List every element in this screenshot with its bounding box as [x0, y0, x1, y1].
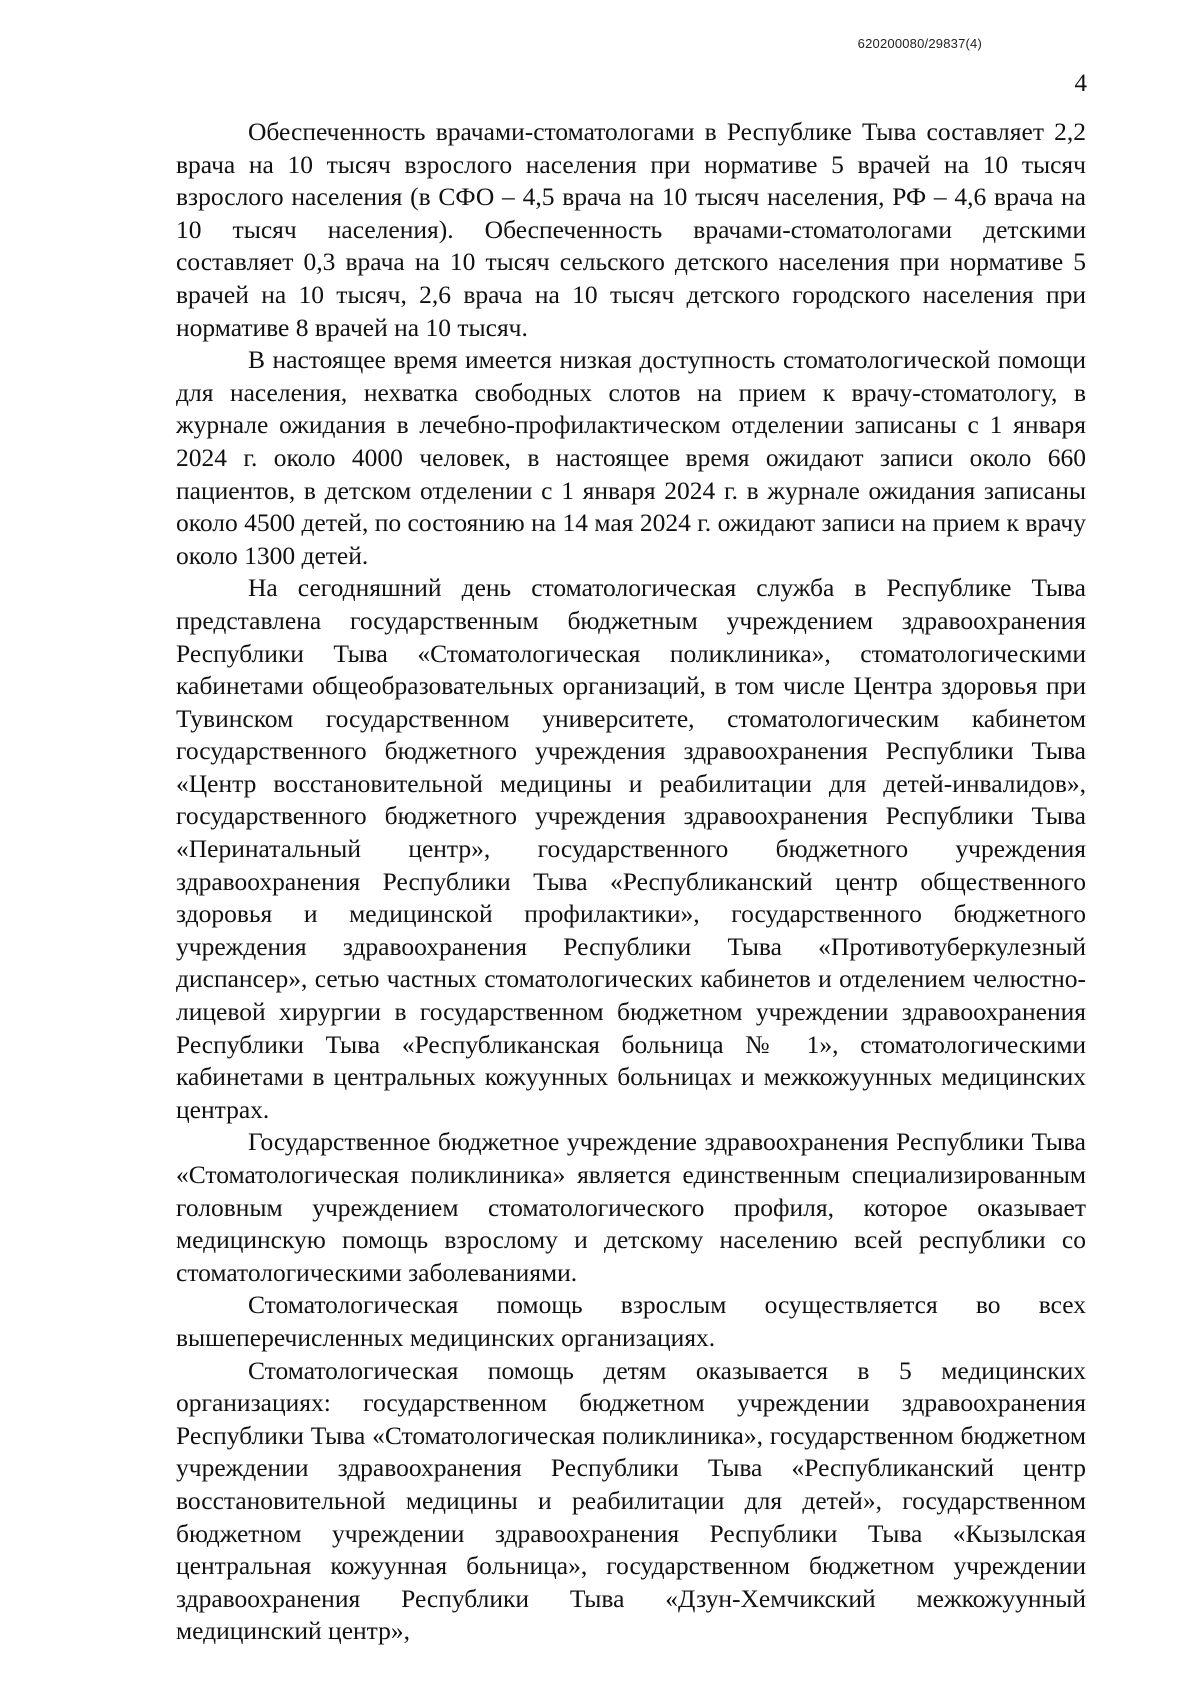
paragraph-dentist-coverage: Обеспеченность врачами-стоматологами в Республике Тыва составляет 2,2 врача на 10 тысяч взрослого населения при нормативе 5 врачей на 10 тысяч взрослого населения (в СФО – 4,5 врача на 10 тысяч населения, РФ – 4,6 врача на 10 тысяч населения). Обеспеченность врачами-стоматологами детскими составляет 0,3 врача на 10 тысяч сельского детского населения при нормативе 5 врачей на 10 тысяч, 2,6 врача на 10 тысяч детского городского населения при нормативе 8 врачей на 10 тысяч.: [176, 117, 1086, 342]
page-number: 4: [1074, 70, 1087, 97]
paragraph-low-availability: В настоящее время имеется низкая доступность стоматологической помощи для населения, нехватка свободных слотов на прием к врачу-стоматологу, в журнале ожидания в лечебно-профилактическом отделении записаны с 1 января 2024 г. около 4000 человек, в настоящее время ожидают записи около 660 пациентов, в детском отделении с 1 января 2024 г. в журнале ожидания записаны около 4500 детей, по состоянию на 14 мая 2024 г. ожидают записи на прием к врачу около 1300 детей.: [176, 345, 1086, 570]
paragraph-adult-care: Стоматологическая помощь взрослым осуществляется во всех вышеперечисленных медицинских организациях.: [176, 1290, 1086, 1352]
paragraph-child-care: Стоматологическая помощь детям оказывается в 5 медицинских организациях: государственном бюджетном учреждении здравоохранения Республики Тыва «Стоматологическая поликлиника», государственном бюджетном учреждении здравоохранения Республики Тыва «Республиканский центр восстановительной медицины и реабилитации для детей», государственном бюджетном учреждении здравоохранения Республики Тыва «Кызылская центральная кожуунная больница», государственном бюджетном учреждении здравоохранения Республики Тыва «Дзун-Хемчикский межкожуунный медицинский центр»,: [176, 1355, 1086, 1646]
document-id: 620200080/29837(4): [857, 36, 982, 51]
document-body: [176, 116, 1086, 1648]
paragraph-dental-polyclinic: Государственное бюджетное учреждение здравоохранения Республики Тыва «Стоматологическая поликлиника» является единственным специализированным головным учреждением стоматологического профиля, которое оказывает медицинскую помощь взрослому и детскому населению всей республики со стоматологическими заболеваниями.: [176, 1127, 1086, 1287]
paragraph-dental-service-structure: На сегодняшний день стоматологическая служба в Республике Тыва представлена государственным бюджетным учреждением здравоохранения Республики Тыва «Стоматологическая поликлиника», стоматологическими кабинетами общеобразовательных организаций, в том числе Центра здоровья при Тувинском государственном университете, стоматологическим кабинетом государственного бюджетного учреждения здравоохранения Республики Тыва «Центр восстановительной медицины и реабилитации для детей-инвалидов», государственного бюджетного учреждения здравоохранения Республики Тыва «Перинатальный центр», государственного бюджетного учреждения здравоохранения Республики Тыва «Республиканский центр общественного здоровья и медицинской профилактики», государственного бюджетного учреждения здравоохранения Республики Тыва «Противотуберкулезный диспансер», сетью частных стоматологических кабинетов и отделением челюстно-лицевой хирургии в государственном бюджетном учреждении здравоохранения Республики Тыва «Республиканская больница № 1», стоматологическими кабинетами в центральных кожуунных больницах и межкожуунных медицинских центрах.: [176, 573, 1086, 1124]
